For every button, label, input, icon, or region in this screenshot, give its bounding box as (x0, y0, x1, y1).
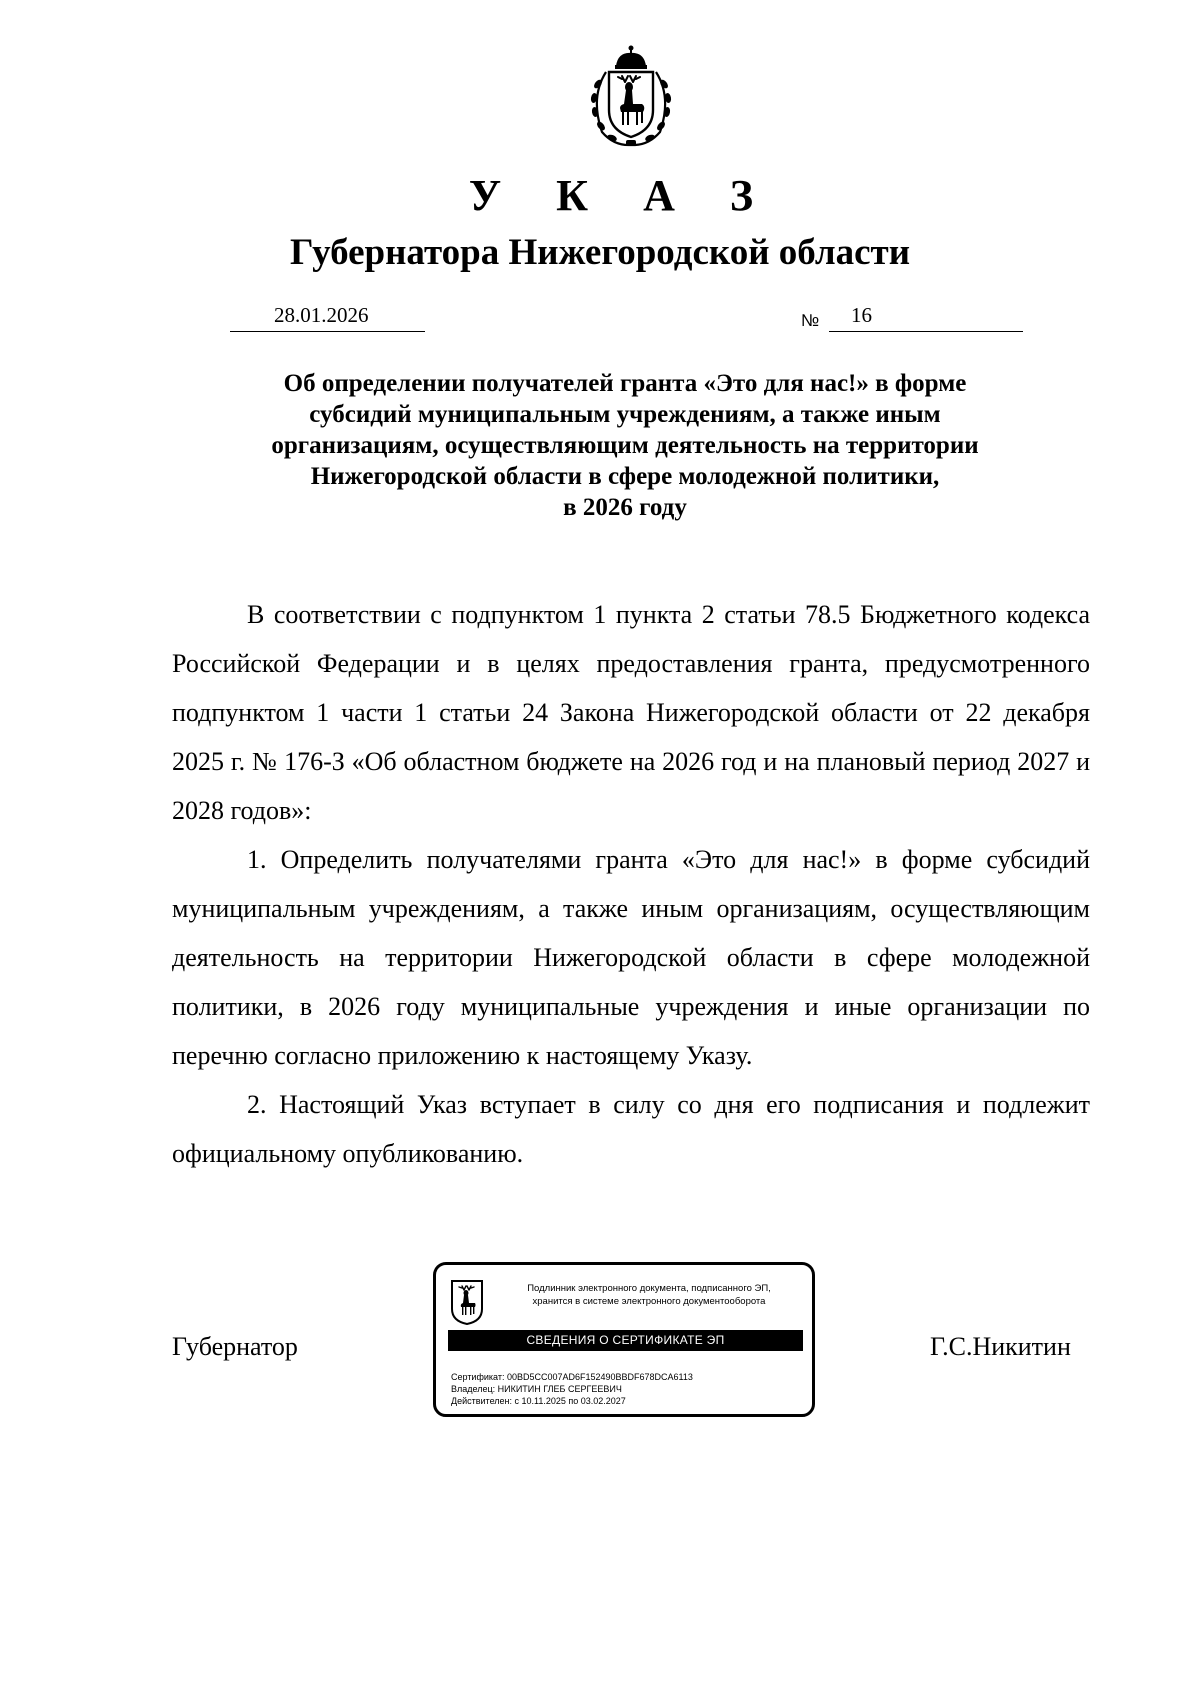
subject-line: организациям, осуществляющим деятельность на территории (271, 432, 979, 459)
electronic-signature-stamp (433, 1262, 815, 1417)
stamp-note-line: хранится в системе электронного документооборота (532, 1296, 766, 1307)
stamp-note-line: Подлинник электронного документа, подписанного ЭП, (527, 1283, 771, 1294)
certificate-serial: Сертификат: 00BD5CC007AD6F152490BBDF678DCA6113 (451, 1372, 693, 1382)
signer-name: Г.С.Никитин (930, 1332, 1071, 1361)
subject-line: в 2026 году (563, 494, 687, 521)
decree-date-field (230, 303, 425, 332)
certificate-banner: СВЕДЕНИЯ О СЕРТИФИКАТЕ ЭП (448, 1330, 803, 1351)
deer-shield-icon (450, 1279, 484, 1325)
decree-number: 16 (851, 303, 872, 327)
subject-line: субсидий муниципальным учреждениям, а также иным (309, 401, 941, 428)
certificate-owner: Владелец: НИКИТИН ГЛЕБ СЕРГЕЕВИЧ (451, 1384, 622, 1394)
subject-line: Нижегородской области в сфере молодежной политики, (310, 463, 940, 490)
subject-line: Об определении получателей гранта «Это для нас!» в форме (283, 370, 967, 397)
decree-title: У К А З (468, 171, 776, 220)
preamble-paragraph: В соответствии с подпунктом 1 пункта 2 статьи 78.5 Бюджетного кодекса Российской Федерации и в целях предоставления гранта, предусмотренного подпунктом 1 части 1 статьи 24 Закона Нижегородской области от 22 декабря 2025 г. № 176-З «Об областном бюджете на 2026 год и на плановый период 2027 и 2028 годов»: (172, 600, 1090, 825)
stamp-note (494, 1282, 804, 1308)
certificate-details (451, 1371, 693, 1407)
signer-position: Губернатор (172, 1332, 298, 1361)
certificate-validity: Действителен: с 10.11.2025 по 03.02.2027 (451, 1396, 626, 1406)
coat-of-arms-icon (576, 42, 686, 152)
decree-body (172, 590, 1090, 1178)
decree-number-field (829, 303, 1023, 332)
number-sign: № (801, 311, 820, 330)
decree-subject (200, 368, 1050, 523)
decree-date: 28.01.2026 (274, 303, 369, 327)
issuer-title: Губернатора Нижегородской области (289, 232, 911, 273)
clause-2-paragraph: 2. Настоящий Указ вступает в силу со дня его подписания и подлежит официальному опубликованию. (172, 1090, 1090, 1168)
clause-1-paragraph: 1. Определить получателями гранта «Это для нас!» в форме субсидий муниципальным учреждениям, а также иным организациям, осуществляющим деятельность на территории Нижегородской области в сфере молодежной политики, в 2026 году муниципальные учреждения и иные организации по перечню согласно приложению к настоящему Указу. (172, 845, 1090, 1070)
